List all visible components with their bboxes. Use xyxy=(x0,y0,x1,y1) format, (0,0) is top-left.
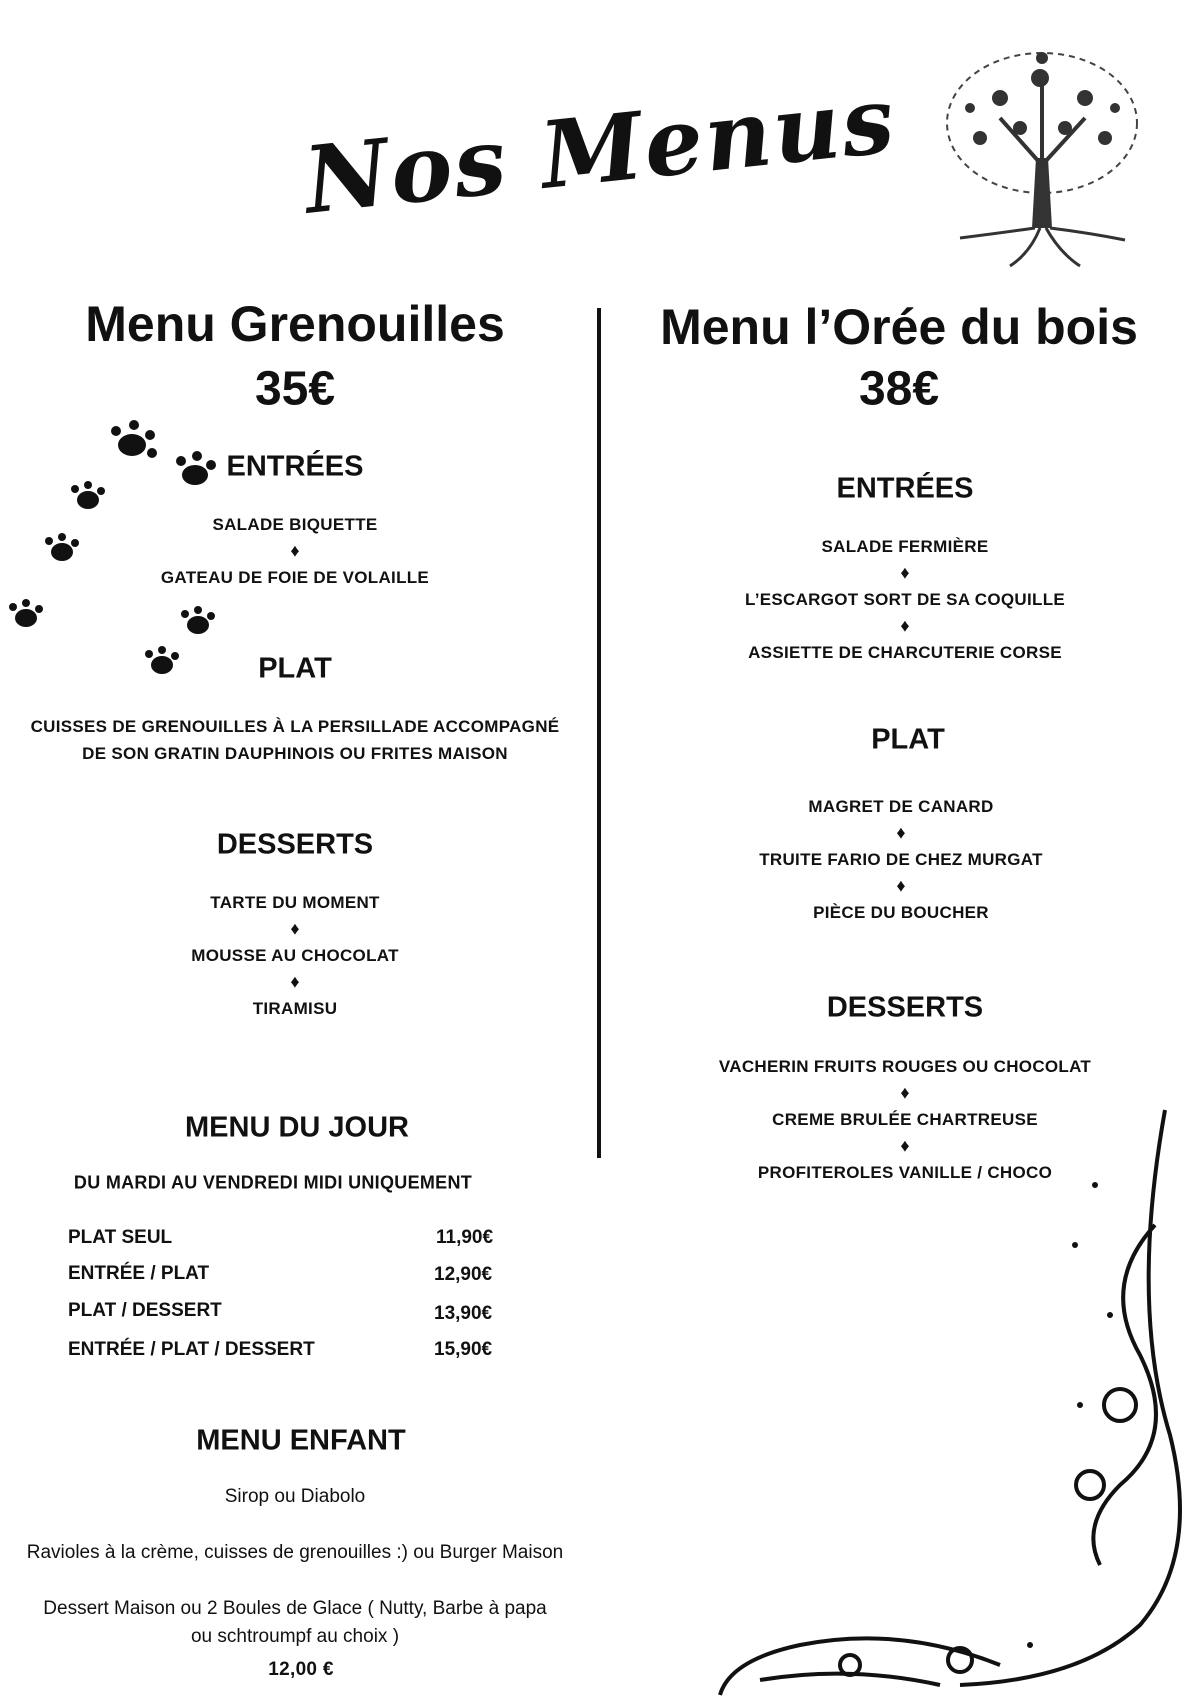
menu-item: SALADE FERMIÈRE xyxy=(821,537,989,556)
diamond-separator-icon: ♦ xyxy=(900,615,910,636)
diamond-separator-icon: ♦ xyxy=(900,1082,910,1103)
formula-label: PLAT / DESSERT xyxy=(68,1300,222,1321)
diamond-separator-icon: ♦ xyxy=(290,971,300,992)
formula-label: ENTRÉE / PLAT xyxy=(68,1263,210,1284)
formula-price: 11,90€ xyxy=(436,1227,494,1248)
left-plat-heading: PLAT xyxy=(258,652,332,685)
right-plat-heading: PLAT xyxy=(871,723,945,756)
menu-item: PROFITEROLES VANILLE / CHOCO xyxy=(757,1163,1053,1182)
menu-enfant-line: Sirop ou Diabolo xyxy=(224,1486,366,1507)
menu-item: TARTE DU MOMENT xyxy=(210,893,380,912)
menu-item: TRUITE FARIO DE CHEZ MURGAT xyxy=(759,850,1043,869)
swirl-ornament-icon xyxy=(700,1105,1200,1697)
menu-item: SALADE BIQUETTE xyxy=(212,515,378,534)
formula-label: ENTRÉE / PLAT / DESSERT xyxy=(68,1339,315,1360)
formula-label: PLAT SEUL xyxy=(68,1227,173,1248)
tree-icon xyxy=(940,38,1145,270)
right-desserts-heading: DESSERTS xyxy=(826,991,984,1024)
diamond-separator-icon: ♦ xyxy=(290,918,300,939)
menu-grenouilles-title: Menu Grenouilles xyxy=(85,296,505,352)
frog-footprints-icon xyxy=(0,415,230,695)
menu-item: CUISSES DE GRENOUILLES À LA PERSILLADE ACCOMPAGNÉ xyxy=(30,717,560,736)
diamond-separator-icon: ♦ xyxy=(900,1135,910,1156)
left-entrees-heading: ENTRÉES xyxy=(226,450,364,483)
menu-item: L’ESCARGOT SORT DE SA COQUILLE xyxy=(744,590,1066,609)
menu-enfant-line: ou schtroumpf au choix ) xyxy=(190,1626,400,1647)
menu-item: TIRAMISU xyxy=(252,999,338,1018)
left-desserts-heading: DESSERTS xyxy=(216,828,374,861)
menu-item: MAGRET DE CANARD xyxy=(808,797,994,816)
page-title: Nos Menus xyxy=(299,65,901,235)
menu-du-jour-heading: MENU DU JOUR xyxy=(185,1111,409,1144)
menu-grenouilles-price: 35€ xyxy=(254,362,336,416)
menu-oree-du-bois-price: 38€ xyxy=(858,362,940,416)
formula-price: 12,90€ xyxy=(434,1264,493,1285)
menu-item: DE SON GRATIN DAUPHINOIS OU FRITES MAISON xyxy=(82,744,508,763)
formula-price: 15,90€ xyxy=(434,1339,493,1360)
menu-item: GATEAU DE FOIE DE VOLAILLE xyxy=(160,568,430,587)
right-entrees-heading: ENTRÉES xyxy=(836,472,974,505)
diamond-separator-icon: ♦ xyxy=(896,875,906,896)
menu-item: MOUSSE AU CHOCOLAT xyxy=(191,946,399,965)
diamond-separator-icon: ♦ xyxy=(900,562,910,583)
formula-price: 13,90€ xyxy=(434,1303,493,1324)
menu-enfant-price: 12,00 € xyxy=(268,1659,334,1680)
menu-du-jour-subtitle: DU MARDI AU VENDREDI MIDI UNIQUEMENT xyxy=(73,1172,473,1193)
menu-enfant-line: Ravioles à la crème, cuisses de grenouilles :) ou Burger Maison xyxy=(26,1542,564,1563)
menu-item: VACHERIN FRUITS ROUGES OU CHOCOLAT xyxy=(718,1057,1092,1076)
menu-item: ASSIETTE DE CHARCUTERIE CORSE xyxy=(748,643,1062,662)
menu-oree-du-bois-title: Menu l’Orée du bois xyxy=(660,299,1138,355)
column-divider xyxy=(597,308,601,1158)
diamond-separator-icon: ♦ xyxy=(896,822,906,843)
menu-enfant-heading: MENU ENFANT xyxy=(196,1424,406,1457)
menu-enfant-line: Dessert Maison ou 2 Boules de Glace ( Nutty, Barbe à papa xyxy=(43,1598,547,1619)
menu-item: CREME BRULÉE CHARTREUSE xyxy=(772,1110,1038,1129)
menu-item: PIÈCE DU BOUCHER xyxy=(813,903,989,922)
diamond-separator-icon: ♦ xyxy=(290,540,300,561)
